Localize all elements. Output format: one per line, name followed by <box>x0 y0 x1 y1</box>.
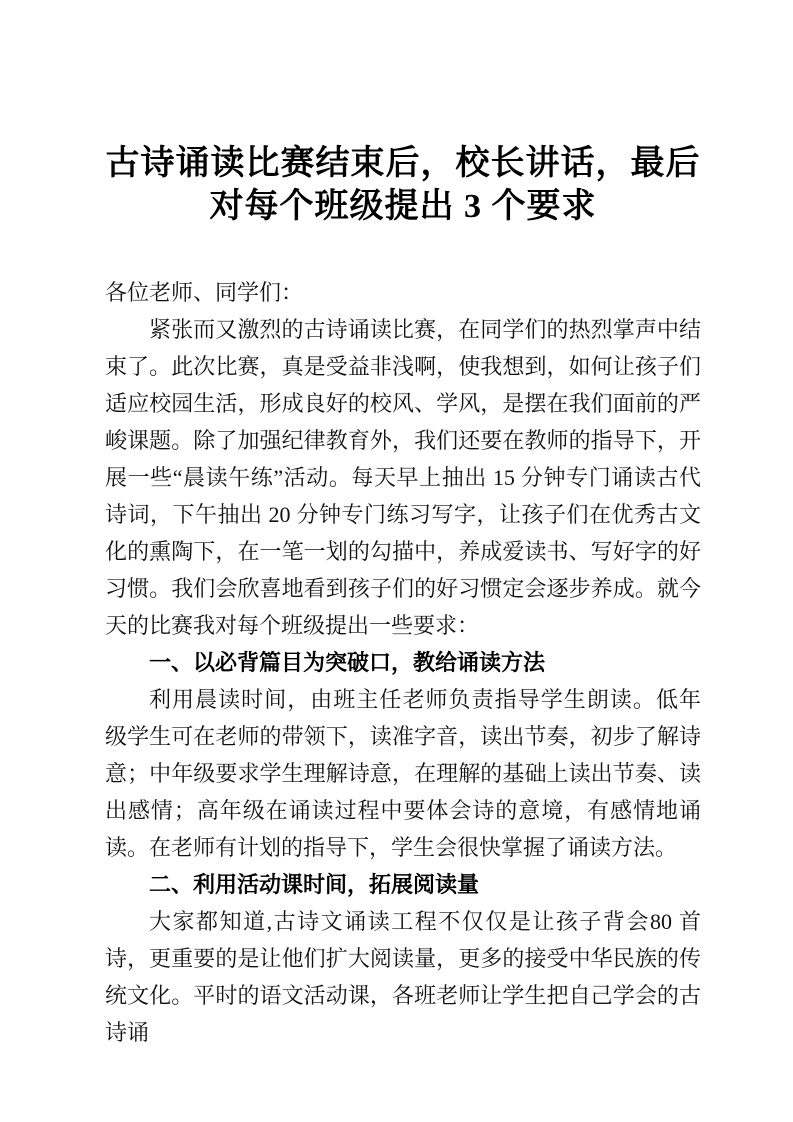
paragraph-intro: 紧张而又激烈的古诗诵读比赛，在同学们的热烈掌声中结束了。此次比赛，真是受益非浅啊，使我想到，如何让孩子们适应校园生活，形成良好的校风、学风，是摆在我们面前的严峻课题。除了加强纪律教育外，我们还要在教师的指导下，开展一些“晨读午练”活动。每天早上抽出 15 分钟专门诵读古代诗词，下午抽出 20 分钟专门练习写字，让孩子们在优秀古文化的熏陶下，在一笔一划的勾描中，养成爱读书、写好字的好习惯。我们会欣喜地看到孩子们的好习惯定会逐步养成。就今天的比赛我对每个班级提出一些要求： <box>105 317 701 638</box>
section-heading-2: 二、利用活动课时间，拓展阅读量 <box>149 872 480 897</box>
section-heading-1: 一、以必背篇目为突破口，教给诵读方法 <box>149 650 546 675</box>
document-title-line-1: 古诗诵读比赛结束后，校长讲话，最后 <box>105 145 701 182</box>
document-title-line-2: 对每个班级提出 3 个要求 <box>209 188 597 225</box>
document-title <box>105 142 701 228</box>
salutation: 各位老师、同学们： <box>105 280 304 305</box>
paragraph-section-1: 利用晨读时间，由班主任老师负责指导学生朗读。低年 级学生可在老师的带领下，读准字音，读出节奏，初步了解诗意；中年级要求学生理解诗意，在理解的基础上读出节奏、读出感情；高年级在诵读过程中要体会诗的意境，有感情地诵读。在老师有计划的指导下，学生会很快掌握了诵读方法。 <box>105 687 701 860</box>
paragraph-section-2: 大家都知道,古诗文诵读工程不仅仅是让孩子背会80 首诗，更重要的是让他们扩大阅读量，更多的接受中华民族的传统文化。平时的语文活动课，各班老师让学生把自己学会的古诗诵 <box>105 909 701 1045</box>
